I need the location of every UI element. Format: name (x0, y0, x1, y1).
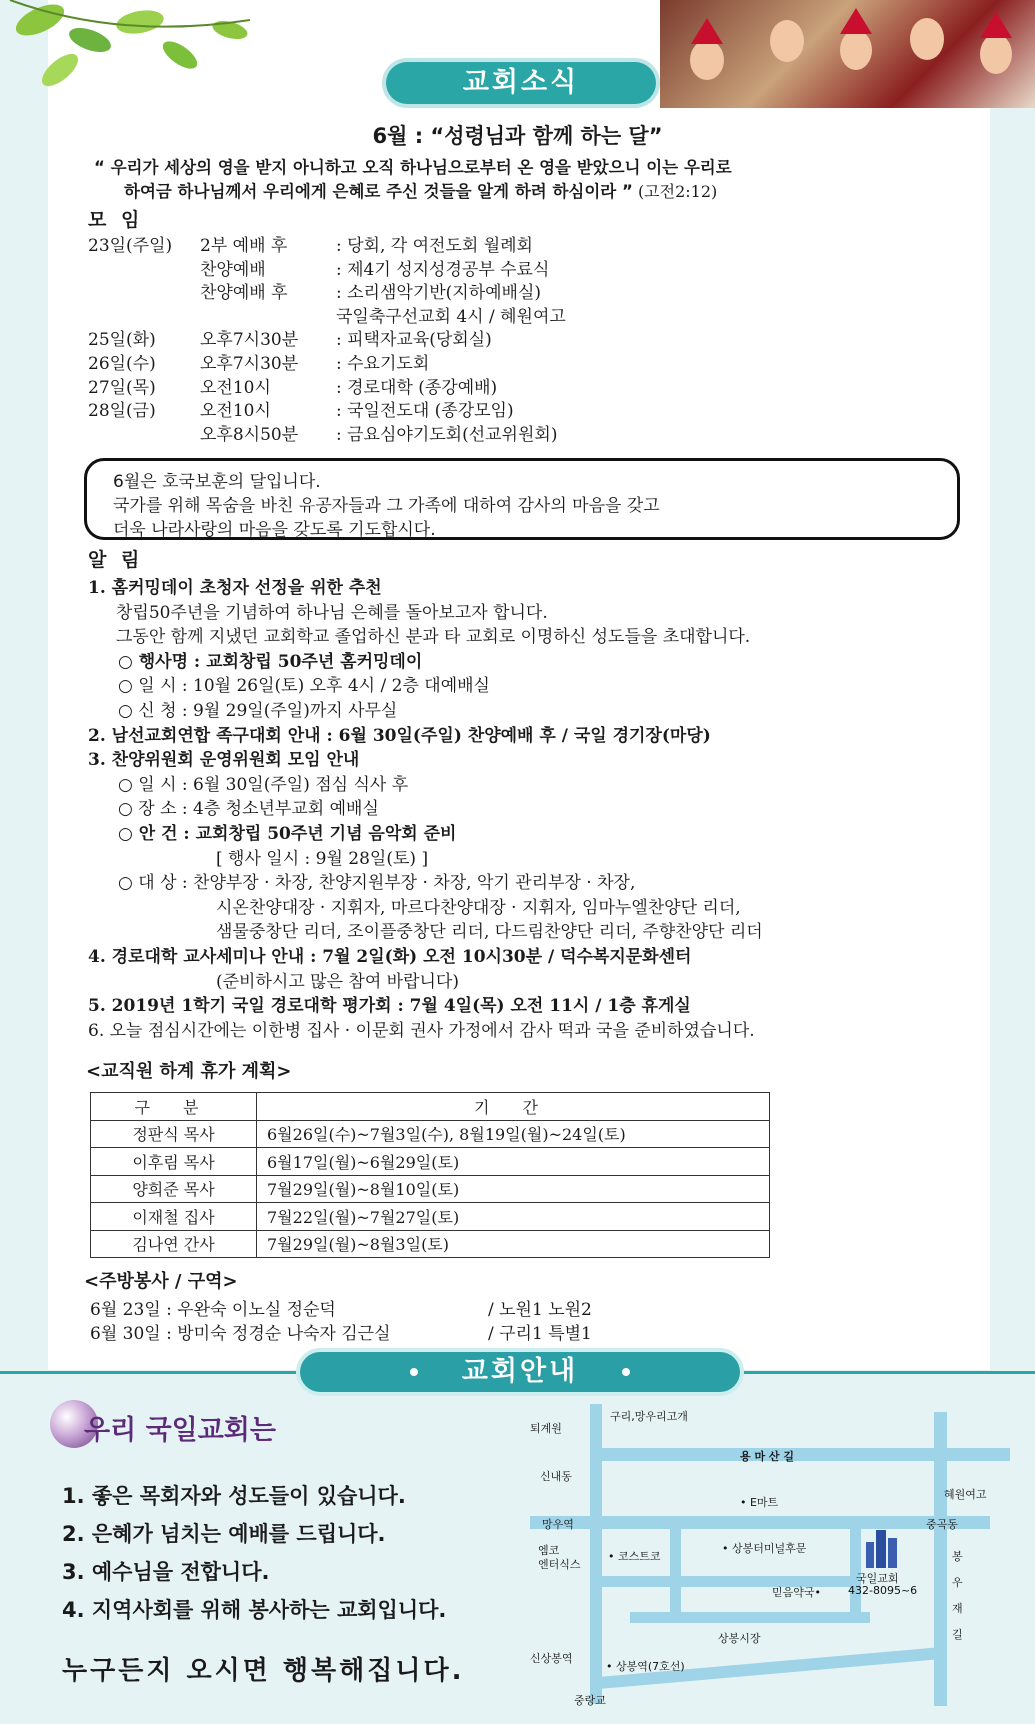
label-jungnang: 중랑교 (574, 1694, 606, 1707)
meeting-day: 26일(수) (88, 354, 156, 374)
bible-verse-line-2 (124, 180, 717, 204)
table-header-row (91, 1093, 770, 1121)
church-guide-title (300, 1352, 740, 1392)
column-header-name: 구 분 (91, 1093, 257, 1121)
meeting-time: 찬양예배 후 (200, 283, 288, 304)
vacation-period: 6월26일(수)~7월3일(수), 8월19일(월)~24일(토) (257, 1120, 770, 1148)
bible-verse-line-1: “ 우리가 세상의 영을 받지 아니하고 오직 하나님으로부터 온 영을 받았으니 이는 우리로 (94, 158, 732, 177)
announcement-line: 샘물중창단 리더, 조이플중창단 리더, 다드림찬양단 리더, 주향찬양단 리더 (216, 922, 763, 943)
intro-title: 우리 국일교회는 (84, 1415, 276, 1446)
label-hyewon: 혜원여고 (944, 1488, 987, 1501)
announcements-heading: 알 림 (88, 549, 144, 571)
intro-point-2: 2. 은혜가 넘치는 예배를 드립니다. (62, 1522, 386, 1546)
road-lower (630, 1612, 870, 1623)
label-market: 상봉시장 (718, 1632, 761, 1645)
kitchen-row-1-zone: / 노원1 노원2 (488, 1300, 592, 1320)
label-toegyewon: 퇴계원 (530, 1422, 562, 1435)
vacation-heading: <교직원 하계 휴가 계획> (86, 1061, 292, 1082)
label-bongu-4: 길 (952, 1628, 963, 1641)
meeting-time: 오후7시30분 (200, 354, 299, 374)
label-sinsang: 신상봉역 (530, 1652, 573, 1665)
meeting-time: 오전10시 (200, 377, 271, 398)
announcement-line: ○ 일 시 : 10월 26일(토) 오후 4시 / 2층 대예배실 (118, 676, 490, 697)
road-yongmasan (590, 1448, 1010, 1461)
announcement-line: ○ 행사명 : 교회창립 50주년 홈커밍데이 (118, 651, 423, 672)
location-map (530, 1400, 1010, 1710)
notice-line-3: 더욱 나라사랑의 마음을 갖도록 기도합시다. (113, 520, 436, 540)
announcement-line: 2. 남선교회연합 족구대회 안내 : 6월 30일(주일) 찬양예배 후 / 국일 경기장(마당) (88, 725, 711, 746)
label-sinnae: 신내동 (540, 1470, 572, 1483)
intro-badge (50, 1400, 370, 1452)
meeting-time: 찬양예배 (200, 259, 266, 280)
kitchen-row-2-names: 6월 30일 : 방미숙 정경순 나숙자 김근실 (90, 1324, 391, 1344)
meeting-time: 2부 예배 후 (200, 236, 288, 256)
church-news-title: 교회소식 (386, 62, 656, 104)
table-row (91, 1175, 770, 1203)
meeting-desc: 국일축구선교회 4시 / 혜원여고 (336, 306, 566, 327)
label-guri: 구리,망우리고개 (610, 1410, 688, 1423)
vacation-period: 7월29일(월)~8월10일(토) (257, 1175, 770, 1203)
label-church: 국일교회 (856, 1572, 899, 1585)
announcement-line: 3. 찬양위원회 운영위원회 모임 안내 (88, 750, 360, 771)
vacation-period: 6월17일(월)~6월29일(토) (257, 1148, 770, 1176)
dot-right (622, 1368, 630, 1376)
staff-name: 양희준 목사 (91, 1175, 257, 1203)
announcement-line: 그동안 함께 지냈던 교회학교 졸업하신 분과 타 교회로 이명하신 성도들을 초대합니다. (116, 627, 751, 648)
meeting-time: 오전10시 (200, 401, 271, 422)
label-mangu: 망우역 (542, 1518, 574, 1531)
announcement-line: ○ 장 소 : 4층 청소년부교회 예배실 (118, 799, 379, 820)
bible-verse-text: 하여금 하나님께서 우리에게 은혜로 주신 것들을 알게 하려 하심이라 ” (124, 182, 633, 201)
announcement-line: (준비하시고 많은 참여 바랍니다) (216, 971, 459, 992)
label-bongu-3: 재 (952, 1602, 963, 1615)
announcement-line: 6. 오늘 점심시간에는 이한병 집사 · 이문회 권사 가정에서 감사 떡과 국을 준비하였습니다. (88, 1020, 755, 1041)
label-sangbong7: • 상봉역(7호선) (606, 1660, 685, 1673)
meeting-day: 27일(목) (88, 377, 156, 398)
meetings-heading: 모 임 (88, 209, 144, 231)
label-mcore: 엠코 (538, 1544, 560, 1557)
table-row (91, 1120, 770, 1148)
meeting-desc: : 제4기 성지성경공부 수료식 (336, 259, 550, 280)
meeting-desc: : 국일전도대 (종강모임) (336, 401, 514, 422)
bible-verse-reference: (고전2:12) (637, 182, 718, 201)
meeting-time: 오후7시30분 (200, 330, 299, 351)
choir-photo (660, 0, 1035, 108)
meeting-day: 23일(주일) (88, 236, 173, 256)
meeting-day: 25일(화) (88, 330, 156, 351)
memorial-month-notice (84, 458, 960, 540)
meeting-day: 28일(금) (88, 401, 156, 422)
meeting-desc: : 소리샘악기반(지하예배실) (336, 283, 542, 304)
announcement-line: 5. 2019년 1학기 국일 경로대학 평가회 : 7월 4일(목) 오전 11시 / 1층 휴게실 (88, 996, 691, 1017)
label-pharmacy: 믿음약국• (772, 1586, 821, 1599)
meeting-desc: : 수요기도회 (336, 354, 430, 374)
meeting-desc: : 당회, 각 여전도회 월례회 (336, 236, 533, 256)
church-guide-label: 교회안내 (461, 1356, 579, 1387)
month-theme-title: 6월 : “성령님과 함께 하는 달” (372, 124, 663, 148)
label-terminal: • 상봉터미널후문 (722, 1542, 807, 1555)
announcement-line: 시온찬양대장 · 지휘자, 마르다찬양대장 · 지휘자, 임마누엘찬양단 리더, (216, 897, 741, 918)
vacation-period: 7월22일(월)~7월27일(토) (257, 1203, 770, 1231)
label-yongmasan: 용 마 산 길 (740, 1450, 794, 1463)
vacation-period: 7월29일(월)~8월3일(토) (257, 1230, 770, 1258)
label-phone: 432-8095~6 (848, 1584, 918, 1597)
intro-point-4: 4. 지역사회를 위해 봉사하는 교회입니다. (62, 1598, 447, 1622)
slogan: 누구든지 오시면 행복해집니다. (62, 1656, 465, 1686)
announcement-line: 1. 홈커밍데이 초청자 선정을 위한 추천 (88, 578, 382, 598)
label-emart: • E마트 (740, 1496, 779, 1509)
label-costco: • 코스트코 (608, 1550, 661, 1563)
table-row (91, 1203, 770, 1231)
leaves-decoration (0, 0, 300, 110)
announcement-line: ○ 안 건 : 교회창립 50주년 기념 음악회 준비 (118, 824, 457, 844)
staff-name: 이후림 목사 (91, 1148, 257, 1176)
church-building-icon (864, 1526, 900, 1568)
table-row (91, 1148, 770, 1176)
staff-name: 김나연 간사 (91, 1230, 257, 1258)
intro-point-1: 1. 좋은 목회자와 성도들이 있습니다. (62, 1484, 406, 1508)
staff-name: 이재철 집사 (91, 1203, 257, 1231)
road-short-1 (670, 1520, 681, 1620)
announcement-line: [ 행사 일시 : 9월 28일(토) ] (216, 848, 429, 869)
label-junggok: 중곡동 (926, 1518, 958, 1531)
column-header-period: 기 간 (257, 1093, 770, 1121)
kitchen-heading: <주방봉사 / 구역> (84, 1271, 238, 1292)
meeting-desc: : 금요심야기도회(선교위원회) (336, 424, 558, 445)
meeting-desc: : 피택자교육(당회실) (336, 330, 492, 351)
label-enterx: 엔터식스 (538, 1558, 581, 1571)
table-row (91, 1230, 770, 1258)
vacation-table (90, 1092, 770, 1258)
kitchen-row-1-names: 6월 23일 : 우완숙 이노실 정순덕 (90, 1300, 336, 1320)
kitchen-row-2-zone: / 구리1 특별1 (488, 1324, 592, 1344)
announcement-line: ○ 대 상 : 찬양부장 · 차장, 찬양지원부장 · 차장, 악기 관리부장 · 차장, (118, 873, 636, 894)
announcement-line: 4. 경로대학 교사세미나 안내 : 7월 2일(화) 오전 10시30분 / 덕수복지문화센터 (88, 947, 692, 967)
staff-name: 정판식 목사 (91, 1120, 257, 1148)
meeting-time: 오후8시50분 (200, 424, 299, 445)
label-bongu-2: 우 (952, 1576, 963, 1589)
road-mangu (530, 1516, 990, 1529)
notice-line-1: 6월은 호국보훈의 달입니다. (113, 472, 321, 492)
notice-line-2: 국가를 위해 목숨을 바친 유공자들과 그 가족에 대하여 감사의 마음을 갖고 (113, 496, 660, 516)
announcement-line: ○ 일 시 : 6월 30일(주일) 점심 식사 후 (118, 774, 409, 795)
announcement-line: 창립50주년을 기념하여 하나님 은혜를 돌아보고자 합니다. (116, 602, 548, 623)
dot-left (410, 1368, 418, 1376)
intro-point-3: 3. 예수님을 전합니다. (62, 1560, 270, 1584)
meeting-desc: : 경로대학 (종강예배) (336, 377, 498, 398)
announcement-line: ○ 신 청 : 9월 29일(주일)까지 사무실 (118, 701, 398, 721)
label-bongu-1: 봉 (952, 1550, 963, 1563)
